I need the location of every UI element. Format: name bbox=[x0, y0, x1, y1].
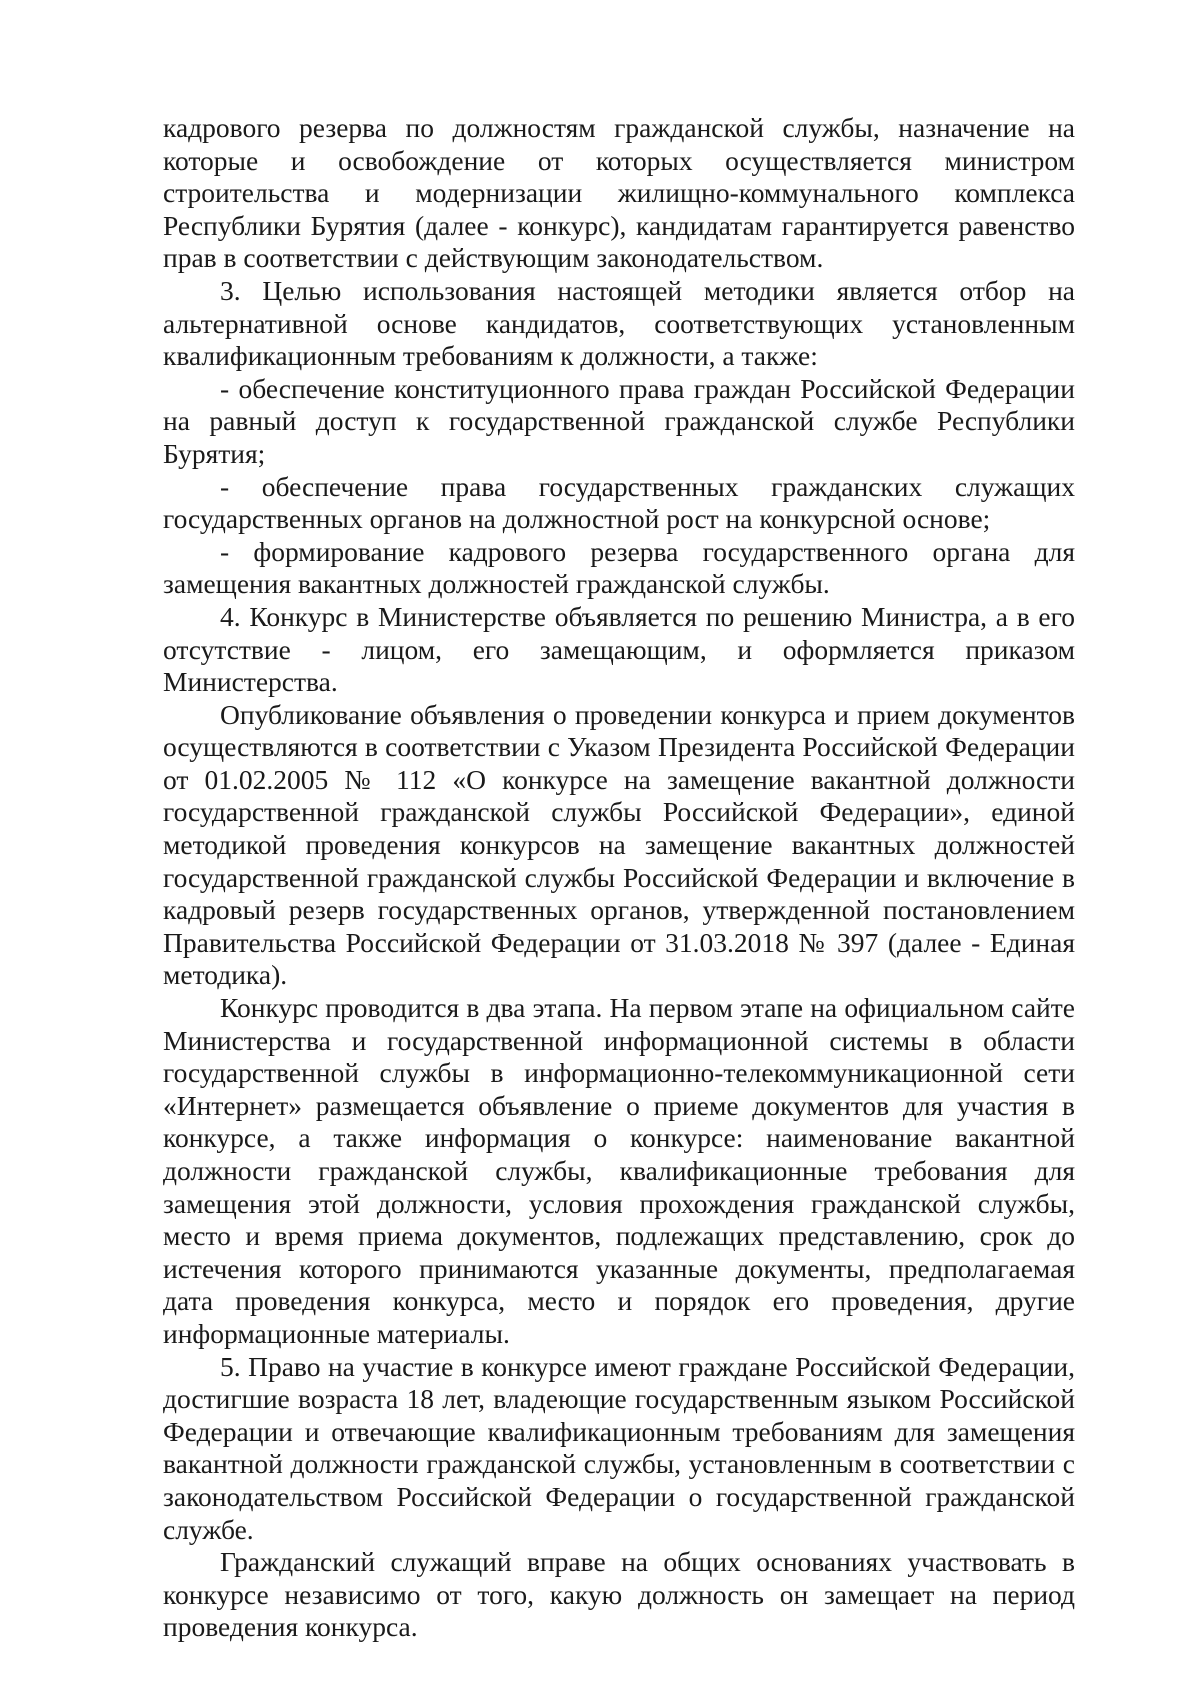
paragraph-item-5: 5. Право на участие в конкурсе имеют граждане Российской Федерации, достигшие возраста 18 лет, владеющие государственным языком Российской Федерации и отвечающие квалификационным требованиям для замещения вакантной должности гражданской службы, установленным в соответствии с законодательством Российской Федерации о государственной гражданской службе. bbox=[163, 1350, 1075, 1545]
paragraph-civil-servant: Гражданский служащий вправе на общих основаниях участвовать в конкурсе независимо от того, какую должность он замещает на период проведения конкурса. bbox=[163, 1546, 1075, 1643]
paragraph-bullet-3: - формирование кадрового резерва государственного органа для замещения вакантных должностей гражданской службы. bbox=[163, 535, 1075, 600]
paragraph-continuation: кадрового резерва по должностям гражданской службы, назначение на которые и освобождение от которых осуществляется министром строительства и модернизации жилищно-коммунального комплекса Республики Бурятия (далее - конкурс), кандидатам гарантируется равенство прав в соответствии с действующим законодательством. bbox=[163, 112, 1075, 274]
paragraph-bullet-1: - обеспечение конституционного права граждан Российской Федерации на равный доступ к государственной гражданской службе Республики Бурятия; bbox=[163, 372, 1075, 469]
paragraph-stages: Конкурс проводится в два этапа. На первом этапе на официальном сайте Министерства и государственной информационной системы в области государственной службы в информационно-телекоммуникационной сети «Интернет» размещается объявление о приеме документов для участия в конкурсе, а также информация о конкурсе: наименование вакантной должности гражданской службы, квалификационные требования для замещения этой должности, условия прохождения гражданской службы, место и время приема документов, подлежащих представлению, срок до истечения которого принимаются указанные документы, предполагаемая дата проведения конкурса, место и порядок его проведения, другие информационные материалы. bbox=[163, 992, 1075, 1349]
paragraph-item-3: 3. Целью использования настоящей методики является отбор на альтернативной основе кандидатов, соответствующих установленным квалификационным требованиям к должности, а также: bbox=[163, 274, 1075, 372]
paragraph-item-4: 4. Конкурс в Министерстве объявляется по решению Министра, а в его отсутствие - лицом, его замещающим, и оформляется приказом Министерства. bbox=[163, 600, 1075, 698]
document-body bbox=[163, 112, 1075, 1644]
paragraph-publication: Опубликование объявления о проведении конкурса и прием документов осуществляются в соответствии с Указом Президента Российской Федерации от 01.02.2005 № 112 «О конкурсе на замещение вакантной должности государственной гражданской службы Российской Федерации», единой методикой проведения конкурсов на замещение вакантных должностей государственной гражданской службы Российской Федерации и включение в кадровый резерв государственных органов, утвержденной постановлением Правительства Российской Федерации от 31.03.2018 № 397 (далее - Единая методика). bbox=[163, 698, 1075, 991]
paragraph-bullet-2: - обеспечение права государственных гражданских служащих государственных органов на должностной рост на конкурсной основе; bbox=[163, 470, 1075, 535]
